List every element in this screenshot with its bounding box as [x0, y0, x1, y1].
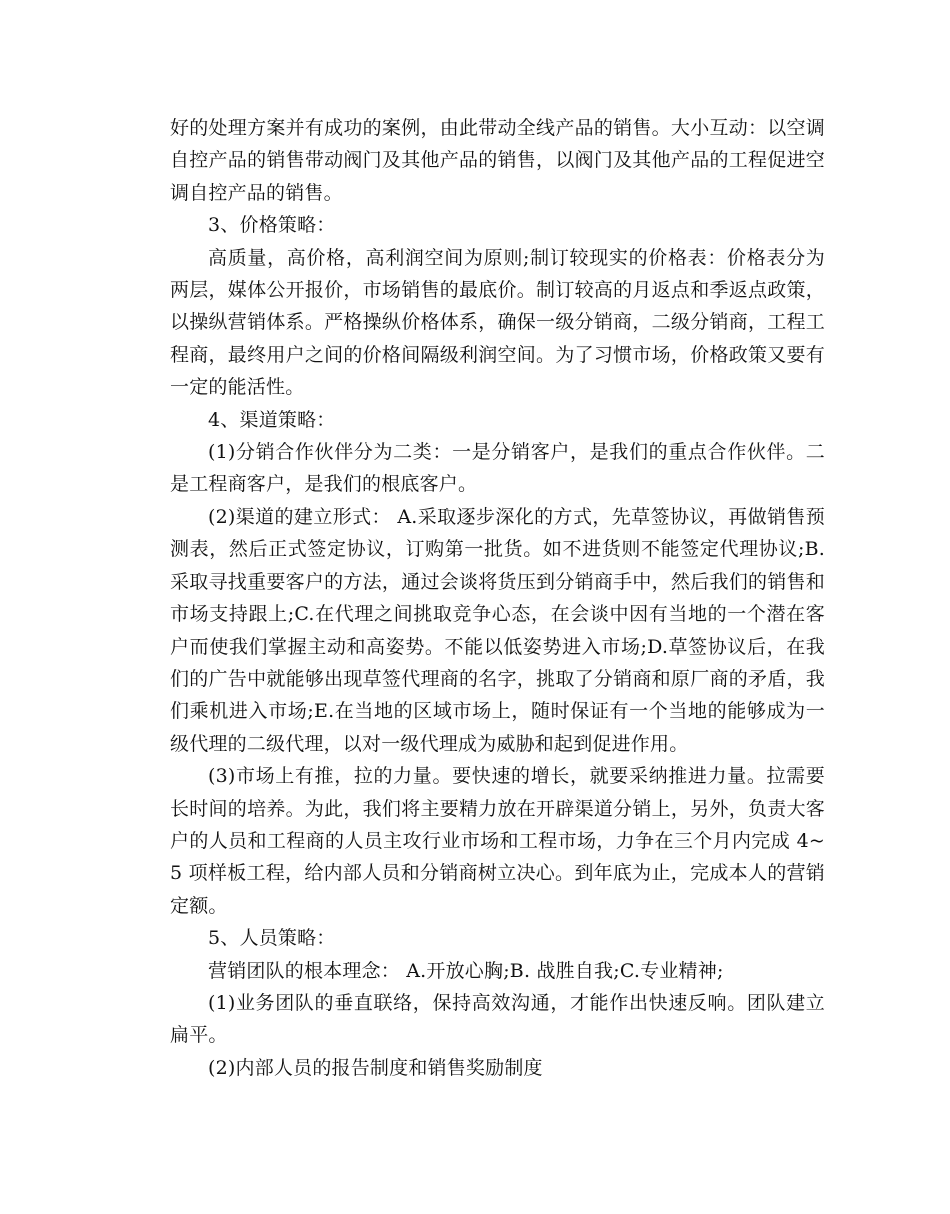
paragraph-channel-forms: (2)渠道的建立形式： A.采取逐步深化的方式，先草签协议，再做销售预测表，然后正式签定协议，订购第一批货。如不进货则不能签定代理协议;B.采取寻找重要客户的方法，通过会谈将货压到分销商手中，然后我们的销售和市场支持跟上;C.在代理之间挑取竞争心态，在会谈中因有当地的一个潜在客户而使我们掌握主动和高姿势。不能以低姿势进入市场;D.草签协议后，在我们的广告中就能够出现草签代理商的名字，挑取了分销商和原厂商的矛盾，我们乘机进入市场;E.在当地的区域市场上，随时保证有一个当地的能够成为一级代理的二级代理，以对一级代理成为威胁和起到促进作用。	[170, 505, 825, 755]
document-body	[170, 112, 825, 1084]
paragraph-price-strategy: 高质量，高价格，高利润空间为原则;制订较现实的价格表：价格表分为两层，媒体公开报价，市场销售的最底价。制订较高的月返点和季返点政策，以操纵营销体系。严格操纵价格体系，确保一级分销商，二级分销商，工程工程商，最终用户之间的价格间隔级利润空间。为了习惯市场，价格政策又要有一定的能活性。	[170, 246, 825, 399]
paragraph-team-philosophy: 营销团队的根本理念： A.开放心胸;B. 战胜自我;C.专业精神;	[208, 959, 724, 982]
paragraph-push-pull: (3)市场上有推，拉的力量。要快速的增长，就要采纳推进力量。拉需要长时间的培养。为此，我们将主要精力放在开辟渠道分销上，另外，负责大客户的人员和工程商的人员主攻行业市场和工程市场，力争在三个月内完成 4~5 项样板工程，给内部人员和分销商树立决心。到年底为止，完成本人的营销定额。	[170, 765, 825, 917]
paragraph-team-communication: (1)业务团队的垂直联络，保持高效沟通，才能作出快速反响。团队建立扁平。	[170, 991, 825, 1047]
heading-price-strategy: 3、价格策略：	[208, 214, 336, 237]
heading-channel-strategy: 4、渠道策略：	[208, 408, 336, 431]
paragraph-continuation: 好的处理方案并有成功的案例，由此带动全线产品的销售。大小互动：以空调自控产品的销售带动阀门及其他产品的销售，以阀门及其他产品的工程促进空调自控产品的销售。	[170, 117, 825, 204]
heading-personnel-strategy: 5、人员策略：	[208, 927, 336, 950]
paragraph-channel-partners: (1)分销合作伙伴分为二类：一是分销客户，是我们的重点合作伙伴。二是工程商客户，是我们的根底客户。	[170, 441, 825, 496]
paragraph-report-reward: (2)内部人员的报告制度和销售奖励制度	[208, 1056, 543, 1079]
